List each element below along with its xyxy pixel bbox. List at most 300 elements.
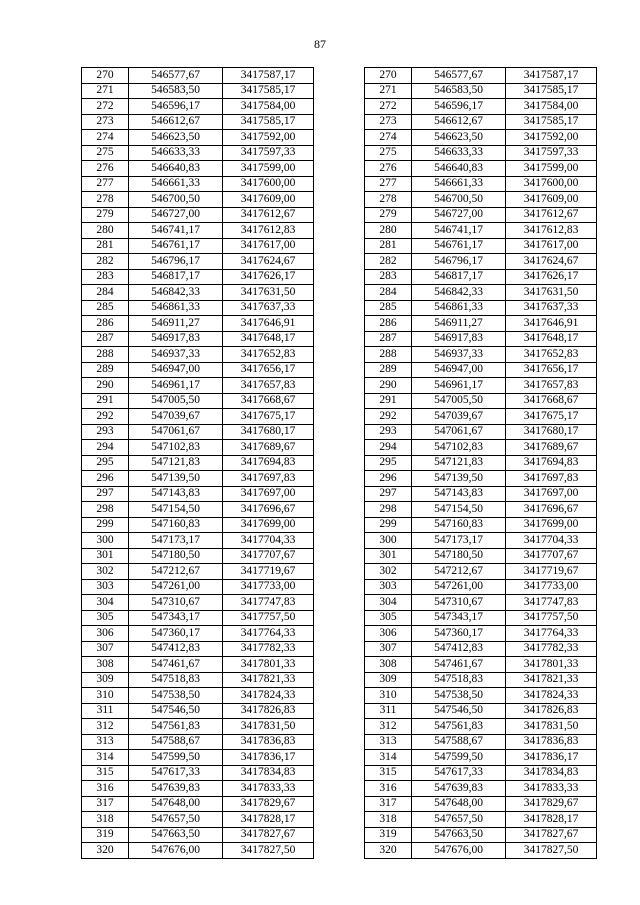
right-x-coordinate-cell: 547561,83 xyxy=(412,719,506,735)
table-row xyxy=(82,843,597,859)
right-x-coordinate-cell: 546861,33 xyxy=(412,300,506,316)
right-x-coordinate-cell: 547005,50 xyxy=(412,393,506,409)
table-row xyxy=(82,595,597,611)
left-x-coordinate-cell: 546842,33 xyxy=(129,285,223,301)
right-y-coordinate-cell: 3417587,17 xyxy=(506,68,597,84)
right-point-number-cell: 297 xyxy=(365,486,412,502)
column-gap xyxy=(314,393,365,409)
right-x-coordinate-cell: 546583,50 xyxy=(412,83,506,99)
column-gap xyxy=(314,455,365,471)
left-x-coordinate-cell: 547461,67 xyxy=(129,657,223,673)
right-x-coordinate-cell: 546633,33 xyxy=(412,145,506,161)
left-point-number-cell: 272 xyxy=(82,99,129,115)
right-y-coordinate-cell: 3417699,00 xyxy=(506,517,597,533)
right-point-number-cell: 285 xyxy=(365,300,412,316)
table-row xyxy=(82,68,597,84)
left-x-coordinate-cell: 547039,67 xyxy=(129,409,223,425)
column-gap xyxy=(314,409,365,425)
left-y-coordinate-cell: 3417827,50 xyxy=(223,843,314,859)
right-y-coordinate-cell: 3417834,83 xyxy=(506,765,597,781)
column-gap xyxy=(314,564,365,580)
right-y-coordinate-cell: 3417592,00 xyxy=(506,130,597,146)
right-x-coordinate-cell: 546700,50 xyxy=(412,192,506,208)
right-point-number-cell: 301 xyxy=(365,548,412,564)
right-point-number-cell: 279 xyxy=(365,207,412,223)
column-gap xyxy=(314,471,365,487)
right-point-number-cell: 307 xyxy=(365,641,412,657)
left-x-coordinate-cell: 546911,27 xyxy=(129,316,223,332)
column-gap xyxy=(314,533,365,549)
right-y-coordinate-cell: 3417637,33 xyxy=(506,300,597,316)
table-row xyxy=(82,564,597,580)
right-y-coordinate-cell: 3417801,33 xyxy=(506,657,597,673)
column-gap xyxy=(314,300,365,316)
right-point-number-cell: 303 xyxy=(365,579,412,595)
left-y-coordinate-cell: 3417584,00 xyxy=(223,99,314,115)
right-x-coordinate-cell: 547412,83 xyxy=(412,641,506,657)
column-gap xyxy=(314,688,365,704)
left-point-number-cell: 314 xyxy=(82,750,129,766)
right-point-number-cell: 308 xyxy=(365,657,412,673)
column-gap xyxy=(314,130,365,146)
right-x-coordinate-cell: 547173,17 xyxy=(412,533,506,549)
right-y-coordinate-cell: 3417829,67 xyxy=(506,796,597,812)
right-y-coordinate-cell: 3417626,17 xyxy=(506,269,597,285)
right-y-coordinate-cell: 3417657,83 xyxy=(506,378,597,394)
right-y-coordinate-cell: 3417719,67 xyxy=(506,564,597,580)
left-point-number-cell: 299 xyxy=(82,517,129,533)
left-point-number-cell: 304 xyxy=(82,595,129,611)
right-y-coordinate-cell: 3417836,83 xyxy=(506,734,597,750)
right-point-number-cell: 276 xyxy=(365,161,412,177)
right-y-coordinate-cell: 3417597,33 xyxy=(506,145,597,161)
left-x-coordinate-cell: 547648,00 xyxy=(129,796,223,812)
left-x-coordinate-cell: 547212,67 xyxy=(129,564,223,580)
left-y-coordinate-cell: 3417821,33 xyxy=(223,672,314,688)
column-gap xyxy=(314,176,365,192)
left-x-coordinate-cell: 546917,83 xyxy=(129,331,223,347)
right-point-number-cell: 294 xyxy=(365,440,412,456)
left-y-coordinate-cell: 3417704,33 xyxy=(223,533,314,549)
left-point-number-cell: 312 xyxy=(82,719,129,735)
left-x-coordinate-cell: 547261,00 xyxy=(129,579,223,595)
right-point-number-cell: 310 xyxy=(365,688,412,704)
left-x-coordinate-cell: 546727,00 xyxy=(129,207,223,223)
right-y-coordinate-cell: 3417646,91 xyxy=(506,316,597,332)
left-x-coordinate-cell: 546761,17 xyxy=(129,238,223,254)
table-row xyxy=(82,393,597,409)
table-row xyxy=(82,362,597,378)
left-x-coordinate-cell: 547121,83 xyxy=(129,455,223,471)
left-point-number-cell: 277 xyxy=(82,176,129,192)
left-point-number-cell: 283 xyxy=(82,269,129,285)
right-x-coordinate-cell: 546947,00 xyxy=(412,362,506,378)
right-x-coordinate-cell: 547461,67 xyxy=(412,657,506,673)
left-y-coordinate-cell: 3417707,67 xyxy=(223,548,314,564)
left-y-coordinate-cell: 3417697,83 xyxy=(223,471,314,487)
right-x-coordinate-cell: 546640,83 xyxy=(412,161,506,177)
left-x-coordinate-cell: 547005,50 xyxy=(129,393,223,409)
left-x-coordinate-cell: 546796,17 xyxy=(129,254,223,270)
right-point-number-cell: 319 xyxy=(365,827,412,843)
right-x-coordinate-cell: 547676,00 xyxy=(412,843,506,859)
right-y-coordinate-cell: 3417827,50 xyxy=(506,843,597,859)
right-y-coordinate-cell: 3417689,67 xyxy=(506,440,597,456)
column-gap xyxy=(314,223,365,239)
left-y-coordinate-cell: 3417624,67 xyxy=(223,254,314,270)
table-row xyxy=(82,285,597,301)
table-row xyxy=(82,99,597,115)
left-y-coordinate-cell: 3417652,83 xyxy=(223,347,314,363)
left-x-coordinate-cell: 547561,83 xyxy=(129,719,223,735)
left-point-number-cell: 291 xyxy=(82,393,129,409)
right-point-number-cell: 284 xyxy=(365,285,412,301)
table-row xyxy=(82,672,597,688)
right-y-coordinate-cell: 3417680,17 xyxy=(506,424,597,440)
column-gap xyxy=(314,145,365,161)
right-point-number-cell: 283 xyxy=(365,269,412,285)
left-point-number-cell: 309 xyxy=(82,672,129,688)
right-y-coordinate-cell: 3417648,17 xyxy=(506,331,597,347)
left-x-coordinate-cell: 546937,33 xyxy=(129,347,223,363)
table-row xyxy=(82,626,597,642)
left-y-coordinate-cell: 3417689,67 xyxy=(223,440,314,456)
column-gap xyxy=(314,827,365,843)
left-x-coordinate-cell: 547310,67 xyxy=(129,595,223,611)
table-row xyxy=(82,719,597,735)
right-y-coordinate-cell: 3417697,83 xyxy=(506,471,597,487)
left-x-coordinate-cell: 547180,50 xyxy=(129,548,223,564)
left-point-number-cell: 317 xyxy=(82,796,129,812)
right-point-number-cell: 289 xyxy=(365,362,412,378)
left-y-coordinate-cell: 3417694,83 xyxy=(223,455,314,471)
right-point-number-cell: 295 xyxy=(365,455,412,471)
column-gap xyxy=(314,502,365,518)
left-point-number-cell: 311 xyxy=(82,703,129,719)
column-gap xyxy=(314,641,365,657)
left-x-coordinate-cell: 547173,17 xyxy=(129,533,223,549)
table-row xyxy=(82,517,597,533)
left-y-coordinate-cell: 3417597,33 xyxy=(223,145,314,161)
table-row xyxy=(82,440,597,456)
right-point-number-cell: 280 xyxy=(365,223,412,239)
left-y-coordinate-cell: 3417836,83 xyxy=(223,734,314,750)
left-x-coordinate-cell: 547139,50 xyxy=(129,471,223,487)
left-y-coordinate-cell: 3417836,17 xyxy=(223,750,314,766)
column-gap xyxy=(314,548,365,564)
right-point-number-cell: 275 xyxy=(365,145,412,161)
column-gap xyxy=(314,672,365,688)
table-row xyxy=(82,734,597,750)
right-y-coordinate-cell: 3417631,50 xyxy=(506,285,597,301)
right-y-coordinate-cell: 3417656,17 xyxy=(506,362,597,378)
table-row xyxy=(82,750,597,766)
left-y-coordinate-cell: 3417834,83 xyxy=(223,765,314,781)
column-gap xyxy=(314,316,365,332)
left-x-coordinate-cell: 546817,17 xyxy=(129,269,223,285)
right-x-coordinate-cell: 547102,83 xyxy=(412,440,506,456)
table-row xyxy=(82,610,597,626)
left-y-coordinate-cell: 3417585,17 xyxy=(223,83,314,99)
left-point-number-cell: 273 xyxy=(82,114,129,130)
table-row xyxy=(82,409,597,425)
right-y-coordinate-cell: 3417585,17 xyxy=(506,114,597,130)
left-y-coordinate-cell: 3417592,00 xyxy=(223,130,314,146)
right-point-number-cell: 305 xyxy=(365,610,412,626)
left-point-number-cell: 302 xyxy=(82,564,129,580)
table-row xyxy=(82,207,597,223)
left-point-number-cell: 296 xyxy=(82,471,129,487)
table-row xyxy=(82,300,597,316)
right-x-coordinate-cell: 547538,50 xyxy=(412,688,506,704)
left-y-coordinate-cell: 3417697,00 xyxy=(223,486,314,502)
column-gap xyxy=(314,812,365,828)
right-y-coordinate-cell: 3417821,33 xyxy=(506,672,597,688)
left-point-number-cell: 290 xyxy=(82,378,129,394)
left-x-coordinate-cell: 547061,67 xyxy=(129,424,223,440)
left-x-coordinate-cell: 546633,33 xyxy=(129,145,223,161)
left-y-coordinate-cell: 3417782,33 xyxy=(223,641,314,657)
table-row xyxy=(82,331,597,347)
left-y-coordinate-cell: 3417696,67 xyxy=(223,502,314,518)
coordinate-table xyxy=(81,67,597,859)
left-x-coordinate-cell: 547518,83 xyxy=(129,672,223,688)
right-x-coordinate-cell: 546612,67 xyxy=(412,114,506,130)
right-y-coordinate-cell: 3417609,00 xyxy=(506,192,597,208)
column-gap xyxy=(314,114,365,130)
left-y-coordinate-cell: 3417764,33 xyxy=(223,626,314,642)
table-row xyxy=(82,486,597,502)
table-row xyxy=(82,269,597,285)
right-x-coordinate-cell: 546817,17 xyxy=(412,269,506,285)
right-y-coordinate-cell: 3417585,17 xyxy=(506,83,597,99)
column-gap xyxy=(314,362,365,378)
right-x-coordinate-cell: 547154,50 xyxy=(412,502,506,518)
right-y-coordinate-cell: 3417584,00 xyxy=(506,99,597,115)
left-y-coordinate-cell: 3417599,00 xyxy=(223,161,314,177)
right-x-coordinate-cell: 546596,17 xyxy=(412,99,506,115)
page-number: 87 xyxy=(314,37,326,51)
right-point-number-cell: 304 xyxy=(365,595,412,611)
column-gap xyxy=(314,719,365,735)
left-y-coordinate-cell: 3417747,83 xyxy=(223,595,314,611)
table-row xyxy=(82,765,597,781)
column-gap xyxy=(314,579,365,595)
right-y-coordinate-cell: 3417617,00 xyxy=(506,238,597,254)
right-x-coordinate-cell: 547261,00 xyxy=(412,579,506,595)
column-gap xyxy=(314,595,365,611)
column-gap xyxy=(314,765,365,781)
left-point-number-cell: 286 xyxy=(82,316,129,332)
right-x-coordinate-cell: 546623,50 xyxy=(412,130,506,146)
right-point-number-cell: 313 xyxy=(365,734,412,750)
left-x-coordinate-cell: 547154,50 xyxy=(129,502,223,518)
left-point-number-cell: 271 xyxy=(82,83,129,99)
column-gap xyxy=(314,657,365,673)
column-gap xyxy=(314,517,365,533)
table-row xyxy=(82,533,597,549)
left-x-coordinate-cell: 546623,50 xyxy=(129,130,223,146)
right-y-coordinate-cell: 3417833,33 xyxy=(506,781,597,797)
right-point-number-cell: 288 xyxy=(365,347,412,363)
right-point-number-cell: 292 xyxy=(365,409,412,425)
left-point-number-cell: 300 xyxy=(82,533,129,549)
right-point-number-cell: 318 xyxy=(365,812,412,828)
left-x-coordinate-cell: 547412,83 xyxy=(129,641,223,657)
left-point-number-cell: 293 xyxy=(82,424,129,440)
column-gap xyxy=(314,83,365,99)
left-x-coordinate-cell: 546961,17 xyxy=(129,378,223,394)
left-point-number-cell: 316 xyxy=(82,781,129,797)
right-x-coordinate-cell: 546842,33 xyxy=(412,285,506,301)
left-point-number-cell: 274 xyxy=(82,130,129,146)
right-x-coordinate-cell: 547343,17 xyxy=(412,610,506,626)
left-point-number-cell: 320 xyxy=(82,843,129,859)
right-y-coordinate-cell: 3417757,50 xyxy=(506,610,597,626)
left-x-coordinate-cell: 547588,67 xyxy=(129,734,223,750)
right-point-number-cell: 291 xyxy=(365,393,412,409)
right-y-coordinate-cell: 3417675,17 xyxy=(506,409,597,425)
right-x-coordinate-cell: 546911,27 xyxy=(412,316,506,332)
left-point-number-cell: 280 xyxy=(82,223,129,239)
left-x-coordinate-cell: 547546,50 xyxy=(129,703,223,719)
left-point-number-cell: 319 xyxy=(82,827,129,843)
table-row xyxy=(82,812,597,828)
right-point-number-cell: 312 xyxy=(365,719,412,735)
left-y-coordinate-cell: 3417675,17 xyxy=(223,409,314,425)
left-x-coordinate-cell: 546741,17 xyxy=(129,223,223,239)
column-gap xyxy=(314,207,365,223)
right-x-coordinate-cell: 547648,00 xyxy=(412,796,506,812)
left-point-number-cell: 270 xyxy=(82,68,129,84)
left-point-number-cell: 295 xyxy=(82,455,129,471)
table-row xyxy=(82,238,597,254)
left-point-number-cell: 284 xyxy=(82,285,129,301)
right-x-coordinate-cell: 547310,67 xyxy=(412,595,506,611)
left-y-coordinate-cell: 3417648,17 xyxy=(223,331,314,347)
right-y-coordinate-cell: 3417764,33 xyxy=(506,626,597,642)
left-y-coordinate-cell: 3417831,50 xyxy=(223,719,314,735)
right-x-coordinate-cell: 547518,83 xyxy=(412,672,506,688)
right-point-number-cell: 286 xyxy=(365,316,412,332)
left-point-number-cell: 301 xyxy=(82,548,129,564)
right-point-number-cell: 273 xyxy=(365,114,412,130)
column-gap xyxy=(314,238,365,254)
table-row xyxy=(82,254,597,270)
left-point-number-cell: 288 xyxy=(82,347,129,363)
right-y-coordinate-cell: 3417696,67 xyxy=(506,502,597,518)
table-row xyxy=(82,424,597,440)
left-x-coordinate-cell: 546596,17 xyxy=(129,99,223,115)
left-point-number-cell: 305 xyxy=(82,610,129,626)
left-y-coordinate-cell: 3417612,67 xyxy=(223,207,314,223)
right-y-coordinate-cell: 3417599,00 xyxy=(506,161,597,177)
right-point-number-cell: 287 xyxy=(365,331,412,347)
left-x-coordinate-cell: 547663,50 xyxy=(129,827,223,843)
column-gap xyxy=(314,269,365,285)
left-point-number-cell: 292 xyxy=(82,409,129,425)
right-x-coordinate-cell: 546661,33 xyxy=(412,176,506,192)
right-y-coordinate-cell: 3417694,83 xyxy=(506,455,597,471)
right-y-coordinate-cell: 3417704,33 xyxy=(506,533,597,549)
right-x-coordinate-cell: 546961,17 xyxy=(412,378,506,394)
table-row xyxy=(82,703,597,719)
left-y-coordinate-cell: 3417600,00 xyxy=(223,176,314,192)
left-x-coordinate-cell: 546583,50 xyxy=(129,83,223,99)
left-y-coordinate-cell: 3417646,91 xyxy=(223,316,314,332)
right-x-coordinate-cell: 547180,50 xyxy=(412,548,506,564)
column-gap xyxy=(314,99,365,115)
left-point-number-cell: 298 xyxy=(82,502,129,518)
right-point-number-cell: 271 xyxy=(365,83,412,99)
left-point-number-cell: 310 xyxy=(82,688,129,704)
right-x-coordinate-cell: 547663,50 xyxy=(412,827,506,843)
table-row xyxy=(82,827,597,843)
left-x-coordinate-cell: 547599,50 xyxy=(129,750,223,766)
right-x-coordinate-cell: 547588,67 xyxy=(412,734,506,750)
right-y-coordinate-cell: 3417612,67 xyxy=(506,207,597,223)
right-x-coordinate-cell: 547212,67 xyxy=(412,564,506,580)
left-point-number-cell: 281 xyxy=(82,238,129,254)
right-y-coordinate-cell: 3417707,67 xyxy=(506,548,597,564)
table-row xyxy=(82,161,597,177)
left-point-number-cell: 318 xyxy=(82,812,129,828)
right-x-coordinate-cell: 547657,50 xyxy=(412,812,506,828)
table-row xyxy=(82,378,597,394)
left-y-coordinate-cell: 3417637,33 xyxy=(223,300,314,316)
right-y-coordinate-cell: 3417733,00 xyxy=(506,579,597,595)
right-y-coordinate-cell: 3417831,50 xyxy=(506,719,597,735)
left-point-number-cell: 279 xyxy=(82,207,129,223)
left-point-number-cell: 287 xyxy=(82,331,129,347)
table-row xyxy=(82,455,597,471)
left-y-coordinate-cell: 3417828,17 xyxy=(223,812,314,828)
table-row xyxy=(82,114,597,130)
left-x-coordinate-cell: 546640,83 xyxy=(129,161,223,177)
right-point-number-cell: 270 xyxy=(365,68,412,84)
right-x-coordinate-cell: 546741,17 xyxy=(412,223,506,239)
left-x-coordinate-cell: 547143,83 xyxy=(129,486,223,502)
table-row xyxy=(82,641,597,657)
left-point-number-cell: 303 xyxy=(82,579,129,595)
left-x-coordinate-cell: 546577,67 xyxy=(129,68,223,84)
column-gap xyxy=(314,192,365,208)
left-y-coordinate-cell: 3417656,17 xyxy=(223,362,314,378)
right-x-coordinate-cell: 546727,00 xyxy=(412,207,506,223)
right-point-number-cell: 315 xyxy=(365,765,412,781)
right-x-coordinate-cell: 547599,50 xyxy=(412,750,506,766)
table-row xyxy=(82,781,597,797)
right-y-coordinate-cell: 3417782,33 xyxy=(506,641,597,657)
column-gap xyxy=(314,285,365,301)
right-point-number-cell: 299 xyxy=(365,517,412,533)
table-row xyxy=(82,130,597,146)
left-point-number-cell: 308 xyxy=(82,657,129,673)
left-y-coordinate-cell: 3417827,67 xyxy=(223,827,314,843)
table-row xyxy=(82,688,597,704)
right-x-coordinate-cell: 546917,83 xyxy=(412,331,506,347)
right-point-number-cell: 302 xyxy=(365,564,412,580)
table-row xyxy=(82,316,597,332)
right-point-number-cell: 316 xyxy=(365,781,412,797)
column-gap xyxy=(314,734,365,750)
left-point-number-cell: 313 xyxy=(82,734,129,750)
left-point-number-cell: 282 xyxy=(82,254,129,270)
right-point-number-cell: 306 xyxy=(365,626,412,642)
right-x-coordinate-cell: 547617,33 xyxy=(412,765,506,781)
right-point-number-cell: 290 xyxy=(365,378,412,394)
column-gap xyxy=(314,161,365,177)
